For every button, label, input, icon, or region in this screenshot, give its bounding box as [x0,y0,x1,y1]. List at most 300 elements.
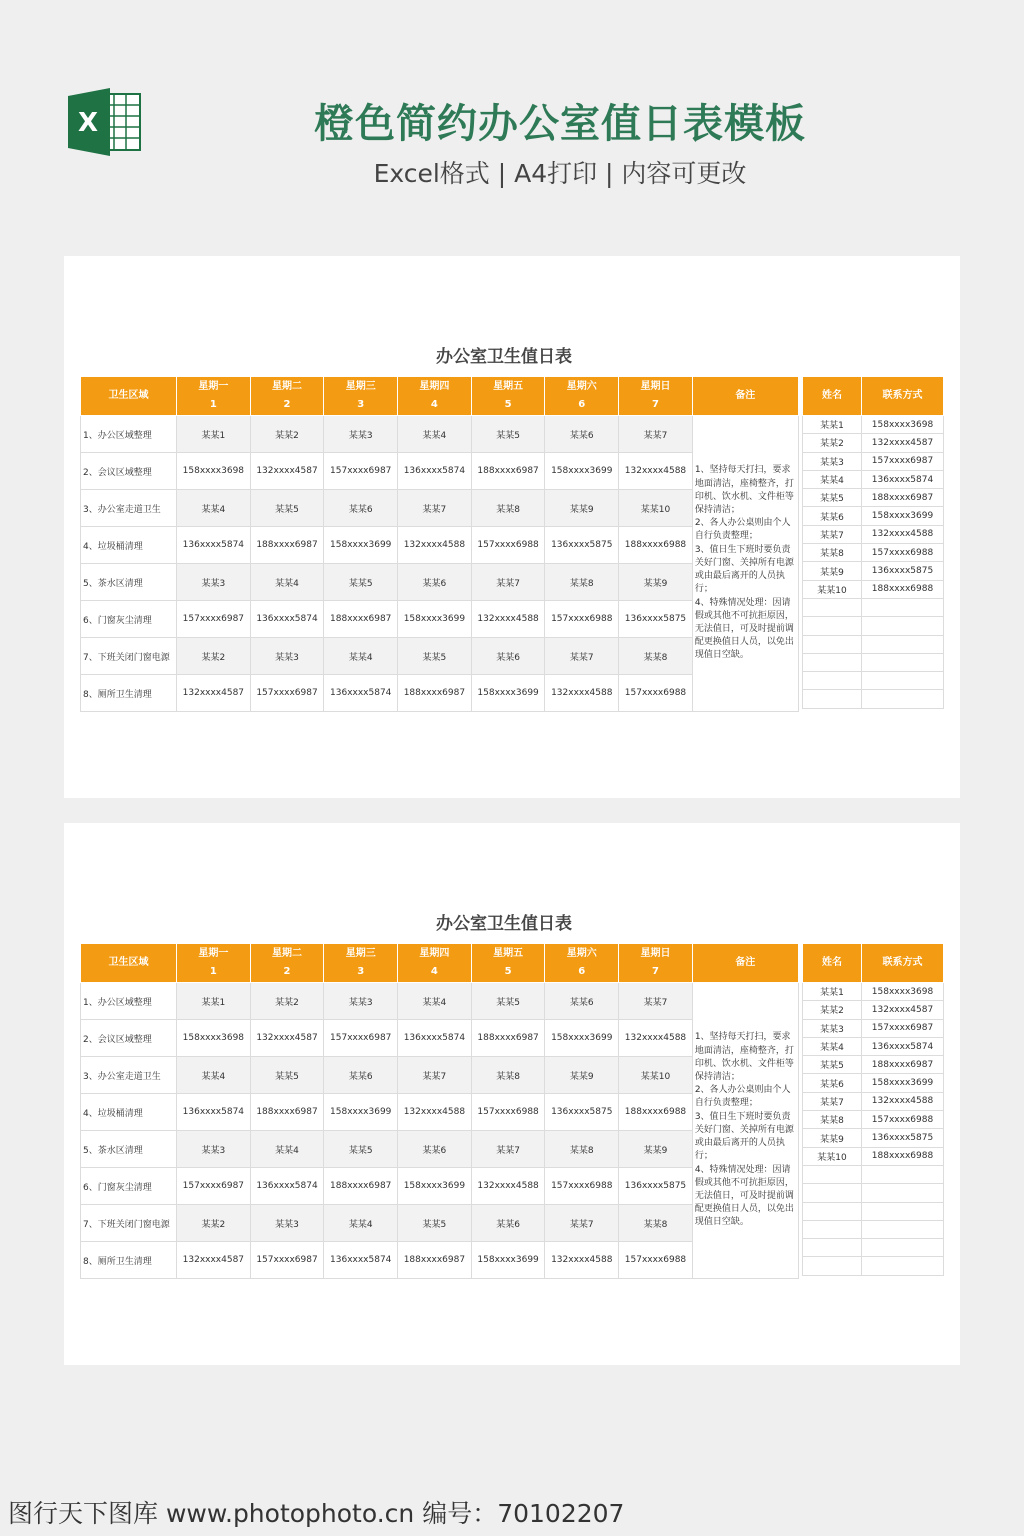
day-number: 5 [504,966,512,977]
day-number: 4 [430,966,438,977]
empty-cell [862,1202,944,1220]
duty-cell: 某某7 [471,1131,545,1168]
day-name: 星期日 [640,948,671,959]
duty-cell: 某某6 [398,564,472,601]
duty-cell: 158xxxx3699 [545,1020,619,1057]
day-header [471,944,545,983]
contact-row-empty [803,653,944,671]
contact-name: 某某2 [803,434,862,452]
duty-cell: 某某8 [545,564,619,601]
contact-row [803,470,944,488]
duty-cell: 某某6 [545,983,619,1020]
contact-name: 某某4 [803,1037,862,1055]
duty-cell: 某某7 [398,1057,472,1094]
contact-phone: 136xxxx5875 [862,1129,944,1147]
duty-cell: 某某7 [471,564,545,601]
duty-cell: 某某4 [324,1205,398,1242]
duty-cell: 157xxxx6987 [324,453,398,490]
area-cell: 5、茶水区清理 [81,564,177,601]
day-name: 星期三 [345,948,376,959]
day-header [324,377,398,416]
area-cell: 4、垃圾桶清理 [81,527,177,564]
contact-row [803,1019,944,1037]
area-cell: 1、办公区域整理 [81,416,177,453]
day-name: 星期一 [198,948,229,959]
duty-cell: 188xxxx6987 [471,453,545,490]
duty-cell: 某某4 [250,1131,324,1168]
area-cell: 6、门窗灰尘清理 [81,1168,177,1205]
duty-cell: 158xxxx3698 [177,1020,251,1057]
duty-cell: 132xxxx4588 [471,601,545,638]
duty-cell: 某某2 [177,638,251,675]
table-row [81,675,799,712]
contact-row [803,1001,944,1019]
duty-cell: 188xxxx6987 [324,601,398,638]
duty-cell: 某某8 [471,1057,545,1094]
duty-cell: 某某3 [324,416,398,453]
duty-cell: 某某2 [250,416,324,453]
duty-cell: 188xxxx6987 [250,527,324,564]
duty-cell: 某某4 [250,564,324,601]
empty-cell [803,1220,862,1238]
duty-cell: 某某5 [250,1057,324,1094]
duty-cell: 某某3 [177,564,251,601]
duty-cell: 157xxxx6988 [545,1168,619,1205]
contact-phone: 158xxxx3699 [862,507,944,525]
contact-name: 某某6 [803,1074,862,1092]
duty-cell: 157xxxx6987 [177,1168,251,1205]
duty-cell: 某某6 [324,490,398,527]
contact-phone: 188xxxx6987 [862,1056,944,1074]
day-name: 星期六 [566,948,597,959]
contact-row-empty [803,1239,944,1257]
contact-row [803,525,944,543]
duty-cell: 132xxxx4588 [619,453,693,490]
day-number: 7 [651,399,659,410]
duty-cell: 某某8 [545,1131,619,1168]
duty-cell: 157xxxx6988 [619,1242,693,1279]
note-header: 备注 [692,944,798,983]
area-cell: 4、垃圾桶清理 [81,1094,177,1131]
note-header: 备注 [692,377,798,416]
watermark: 图行天下图库 www.photophoto.cn 编号：70102207 [8,1499,625,1528]
contact-name: 某某8 [803,544,862,562]
empty-cell [862,1239,944,1257]
svg-text:X: X [77,108,99,138]
duty-cell: 136xxxx5874 [324,675,398,712]
area-cell: 1、办公区域整理 [81,983,177,1020]
contact-table [802,943,944,1276]
empty-cell [803,617,862,635]
area-cell: 7、下班关闭门窗电源 [81,638,177,675]
duty-cell: 188xxxx6987 [250,1094,324,1131]
contact-name: 某某5 [803,1056,862,1074]
duty-cell: 136xxxx5874 [398,453,472,490]
contact-phone: 136xxxx5874 [862,1037,944,1055]
duty-cell: 某某9 [545,490,619,527]
duty-cell: 某某6 [471,638,545,675]
duty-cell: 188xxxx6987 [324,1168,398,1205]
day-header [250,944,324,983]
area-cell: 6、门窗灰尘清理 [81,601,177,638]
day-number: 6 [578,966,586,977]
empty-cell [803,1239,862,1257]
empty-cell [862,617,944,635]
contact-name: 某某4 [803,470,862,488]
contact-row [803,544,944,562]
duty-cell: 158xxxx3699 [471,675,545,712]
duty-cell: 某某5 [398,1205,472,1242]
day-number: 1 [209,399,217,410]
contact-row [803,452,944,470]
duty-cell: 158xxxx3699 [471,1242,545,1279]
contact-phone: 158xxxx3699 [862,1074,944,1092]
duty-cell: 某某10 [619,490,693,527]
duty-cell: 某某3 [250,1205,324,1242]
phone-header: 联系方式 [862,377,944,416]
area-header: 卫生区域 [81,944,177,983]
duty-cell: 某某4 [398,983,472,1020]
duty-cell: 某某6 [545,416,619,453]
duty-cell: 188xxxx6987 [471,1020,545,1057]
contact-row [803,1074,944,1092]
duty-cell: 某某4 [324,638,398,675]
excel-icon [68,88,142,156]
contact-row-empty [803,1184,944,1202]
duty-cell: 157xxxx6988 [619,675,693,712]
duty-cell: 某某9 [545,1057,619,1094]
empty-cell [862,690,944,708]
day-number: 3 [357,399,365,410]
duty-cell: 132xxxx4587 [177,675,251,712]
sheet-title: 办公室卫生值日表 [436,914,572,934]
duty-cell: 132xxxx4588 [398,527,472,564]
contact-row [803,1056,944,1074]
duty-cell: 136xxxx5875 [545,527,619,564]
duty-cell: 158xxxx3699 [398,601,472,638]
day-name: 星期二 [272,381,303,392]
day-number: 2 [283,966,291,977]
empty-cell [803,1202,862,1220]
day-number: 6 [578,399,586,410]
contact-name: 某某7 [803,525,862,543]
duty-cell: 136xxxx5874 [177,1094,251,1131]
empty-cell [803,1184,862,1202]
duty-cell: 132xxxx4587 [250,453,324,490]
table-row [81,1242,799,1279]
duty-cell: 某某7 [545,638,619,675]
area-cell: 8、厕所卫生清理 [81,675,177,712]
contact-row [803,434,944,452]
contact-phone: 132xxxx4588 [862,1092,944,1110]
duty-cell: 157xxxx6988 [471,1094,545,1131]
table-row [81,564,799,601]
contact-name: 某某3 [803,1019,862,1037]
contact-row-empty [803,672,944,690]
contact-phone: 132xxxx4588 [862,525,944,543]
duty-cell: 157xxxx6988 [471,527,545,564]
duty-cell: 158xxxx3699 [545,453,619,490]
duty-cell: 某某8 [471,490,545,527]
sheet-page [64,823,960,1365]
contact-phone: 136xxxx5874 [862,470,944,488]
duty-cell: 157xxxx6987 [177,601,251,638]
duty-cell: 132xxxx4587 [177,1242,251,1279]
phone-header: 联系方式 [862,944,944,983]
duty-cell: 132xxxx4588 [545,675,619,712]
area-cell: 3、办公室走道卫生 [81,490,177,527]
day-number: 3 [357,966,365,977]
empty-cell [862,635,944,653]
contact-phone: 158xxxx3698 [862,416,944,434]
sheet-page [64,256,960,798]
contact-row [803,1037,944,1055]
duty-cell: 132xxxx4587 [250,1020,324,1057]
contact-row-empty [803,1257,944,1275]
duty-cell: 某某7 [398,490,472,527]
name-header: 姓名 [803,944,862,983]
contact-row [803,1111,944,1129]
table-row [81,1131,799,1168]
duty-cell: 某某1 [177,983,251,1020]
note-cell: 1、坚持每天打扫，要求地面清洁，座椅整齐，打印机、饮水机、文件柜等保持清洁； 2、各人办公桌则由个人自行负责整理； 3、值日生下班时要负责关好门窗、关掉所有电源或由最后离开的人员执行； 4、特殊情况处理：因请假或其他不可抗拒原因，无法值日，可及时提前调配更换值日人员，以免出现值日空缺。 [692,983,798,1279]
day-header [398,377,472,416]
table-row [81,1168,799,1205]
duty-cell: 某某10 [619,1057,693,1094]
contact-name: 某某10 [803,580,862,598]
day-header [250,377,324,416]
day-number: 7 [651,966,659,977]
table-row [81,527,799,564]
duty-cell: 某某4 [177,1057,251,1094]
day-header [324,944,398,983]
contact-row [803,1147,944,1165]
empty-cell [803,1257,862,1275]
empty-cell [862,672,944,690]
empty-cell [862,653,944,671]
duty-cell: 136xxxx5874 [250,601,324,638]
day-name: 星期六 [566,381,597,392]
day-number: 4 [430,399,438,410]
duty-cell: 某某3 [324,983,398,1020]
day-number: 2 [283,399,291,410]
duty-cell: 某某3 [177,1131,251,1168]
duty-cell: 某某4 [398,416,472,453]
area-cell: 7、下班关闭门窗电源 [81,1205,177,1242]
empty-cell [862,1220,944,1238]
duty-cell: 136xxxx5875 [545,1094,619,1131]
page-title: 橙色简约办公室值日表模板 [314,101,806,147]
empty-cell [803,653,862,671]
table-row [81,1094,799,1131]
duty-cell: 132xxxx4588 [471,1168,545,1205]
contact-phone: 188xxxx6987 [862,489,944,507]
contact-row [803,983,944,1001]
duty-cell: 136xxxx5874 [177,527,251,564]
contact-name: 某某5 [803,489,862,507]
day-name: 星期五 [493,381,524,392]
table-row [81,638,799,675]
duty-cell: 某某5 [471,983,545,1020]
contact-row [803,1092,944,1110]
table-row [81,1057,799,1094]
contact-phone: 136xxxx5875 [862,562,944,580]
contact-row [803,580,944,598]
empty-cell [862,1257,944,1275]
area-cell: 8、厕所卫生清理 [81,1242,177,1279]
day-number: 1 [209,966,217,977]
empty-cell [803,672,862,690]
contact-phone: 188xxxx6988 [862,1147,944,1165]
empty-cell [803,1165,862,1183]
day-header [545,377,619,416]
duty-cell: 136xxxx5875 [619,1168,693,1205]
duty-cell: 157xxxx6987 [324,1020,398,1057]
contact-name: 某某6 [803,507,862,525]
table-row [81,1205,799,1242]
empty-cell [862,1165,944,1183]
duty-cell: 188xxxx6987 [398,1242,472,1279]
table-row [81,453,799,490]
duty-cell: 某某1 [177,416,251,453]
contact-name: 某某7 [803,1092,862,1110]
day-name: 星期四 [419,948,450,959]
day-name: 星期五 [493,948,524,959]
day-name: 星期日 [640,381,671,392]
duty-cell: 某某5 [471,416,545,453]
contact-table [802,376,944,709]
duty-cell: 188xxxx6987 [398,675,472,712]
empty-cell [862,598,944,616]
empty-cell [803,690,862,708]
duty-cell: 136xxxx5875 [619,601,693,638]
duty-cell: 132xxxx4588 [619,1020,693,1057]
duty-cell: 158xxxx3699 [324,1094,398,1131]
area-cell: 3、办公室走道卫生 [81,1057,177,1094]
contact-name: 某某1 [803,416,862,434]
contact-row [803,1129,944,1147]
duty-cell: 某某5 [398,638,472,675]
table-row [81,490,799,527]
duty-cell: 某某5 [250,490,324,527]
duty-cell: 某某9 [619,564,693,601]
day-name: 星期二 [272,948,303,959]
duty-cell: 188xxxx6988 [619,527,693,564]
day-header [177,377,251,416]
duty-cell: 188xxxx6988 [619,1094,693,1131]
area-cell: 2、会议区域整理 [81,453,177,490]
day-header [398,944,472,983]
duty-cell: 某某5 [324,564,398,601]
duty-cell: 某某6 [324,1057,398,1094]
empty-cell [803,635,862,653]
duty-cell: 158xxxx3698 [177,453,251,490]
duty-table [80,943,799,1279]
contact-phone: 157xxxx6987 [862,452,944,470]
duty-cell: 136xxxx5874 [250,1168,324,1205]
duty-cell: 157xxxx6987 [250,1242,324,1279]
contact-row-empty [803,690,944,708]
empty-cell [862,1184,944,1202]
name-header: 姓名 [803,377,862,416]
duty-cell: 某某9 [619,1131,693,1168]
duty-cell: 132xxxx4588 [398,1094,472,1131]
contact-phone: 188xxxx6988 [862,580,944,598]
contact-phone: 157xxxx6987 [862,1019,944,1037]
contact-row [803,562,944,580]
duty-cell: 158xxxx3699 [324,527,398,564]
contact-name: 某某8 [803,1111,862,1129]
day-name: 星期一 [198,381,229,392]
duty-cell: 132xxxx4588 [545,1242,619,1279]
day-name: 星期四 [419,381,450,392]
contact-phone: 158xxxx3698 [862,983,944,1001]
duty-cell: 某某6 [471,1205,545,1242]
area-cell: 2、会议区域整理 [81,1020,177,1057]
contact-name: 某某9 [803,562,862,580]
day-header [545,944,619,983]
day-header [177,944,251,983]
duty-cell: 136xxxx5874 [324,1242,398,1279]
contact-name: 某某2 [803,1001,862,1019]
contact-phone: 132xxxx4587 [862,1001,944,1019]
day-header [619,377,693,416]
table-row [81,416,799,453]
duty-cell: 某某5 [324,1131,398,1168]
contact-phone: 132xxxx4587 [862,434,944,452]
area-header: 卫生区域 [81,377,177,416]
duty-cell: 某某3 [250,638,324,675]
duty-cell: 某某7 [619,983,693,1020]
duty-cell: 某某4 [177,490,251,527]
duty-table [80,376,799,712]
note-cell: 1、坚持每天打扫，要求地面清洁，座椅整齐，打印机、饮水机、文件柜等保持清洁； 2、各人办公桌则由个人自行负责整理； 3、值日生下班时要负责关好门窗、关掉所有电源或由最后离开的人员执行； 4、特殊情况处理：因请假或其他不可抗拒原因，无法值日，可及时提前调配更换值日人员，以免出现值日空缺。 [692,416,798,712]
day-header [471,377,545,416]
area-cell: 5、茶水区清理 [81,1131,177,1168]
duty-cell: 某某6 [398,1131,472,1168]
contact-name: 某某1 [803,983,862,1001]
duty-cell: 某某2 [177,1205,251,1242]
contact-row-empty [803,1202,944,1220]
duty-cell: 某某7 [545,1205,619,1242]
duty-cell: 136xxxx5874 [398,1020,472,1057]
contact-row [803,489,944,507]
duty-cell: 某某8 [619,638,693,675]
table-row [81,1020,799,1057]
contact-name: 某某3 [803,452,862,470]
duty-cell: 某某7 [619,416,693,453]
sheet-title: 办公室卫生值日表 [436,347,572,367]
contact-row-empty [803,617,944,635]
duty-cell: 157xxxx6988 [545,601,619,638]
contact-phone: 157xxxx6988 [862,544,944,562]
contact-row-empty [803,635,944,653]
contact-row-empty [803,1220,944,1238]
day-name: 星期三 [345,381,376,392]
duty-cell: 某某8 [619,1205,693,1242]
contact-row [803,416,944,434]
contact-name: 某某10 [803,1147,862,1165]
page-subtitle: Excel格式 | A4打印 | 内容可更改 [373,159,747,188]
contact-row-empty [803,598,944,616]
contact-phone: 157xxxx6988 [862,1111,944,1129]
table-row [81,983,799,1020]
table-row [81,601,799,638]
duty-cell: 157xxxx6987 [250,675,324,712]
duty-cell: 158xxxx3699 [398,1168,472,1205]
day-number: 5 [504,399,512,410]
contact-row [803,507,944,525]
